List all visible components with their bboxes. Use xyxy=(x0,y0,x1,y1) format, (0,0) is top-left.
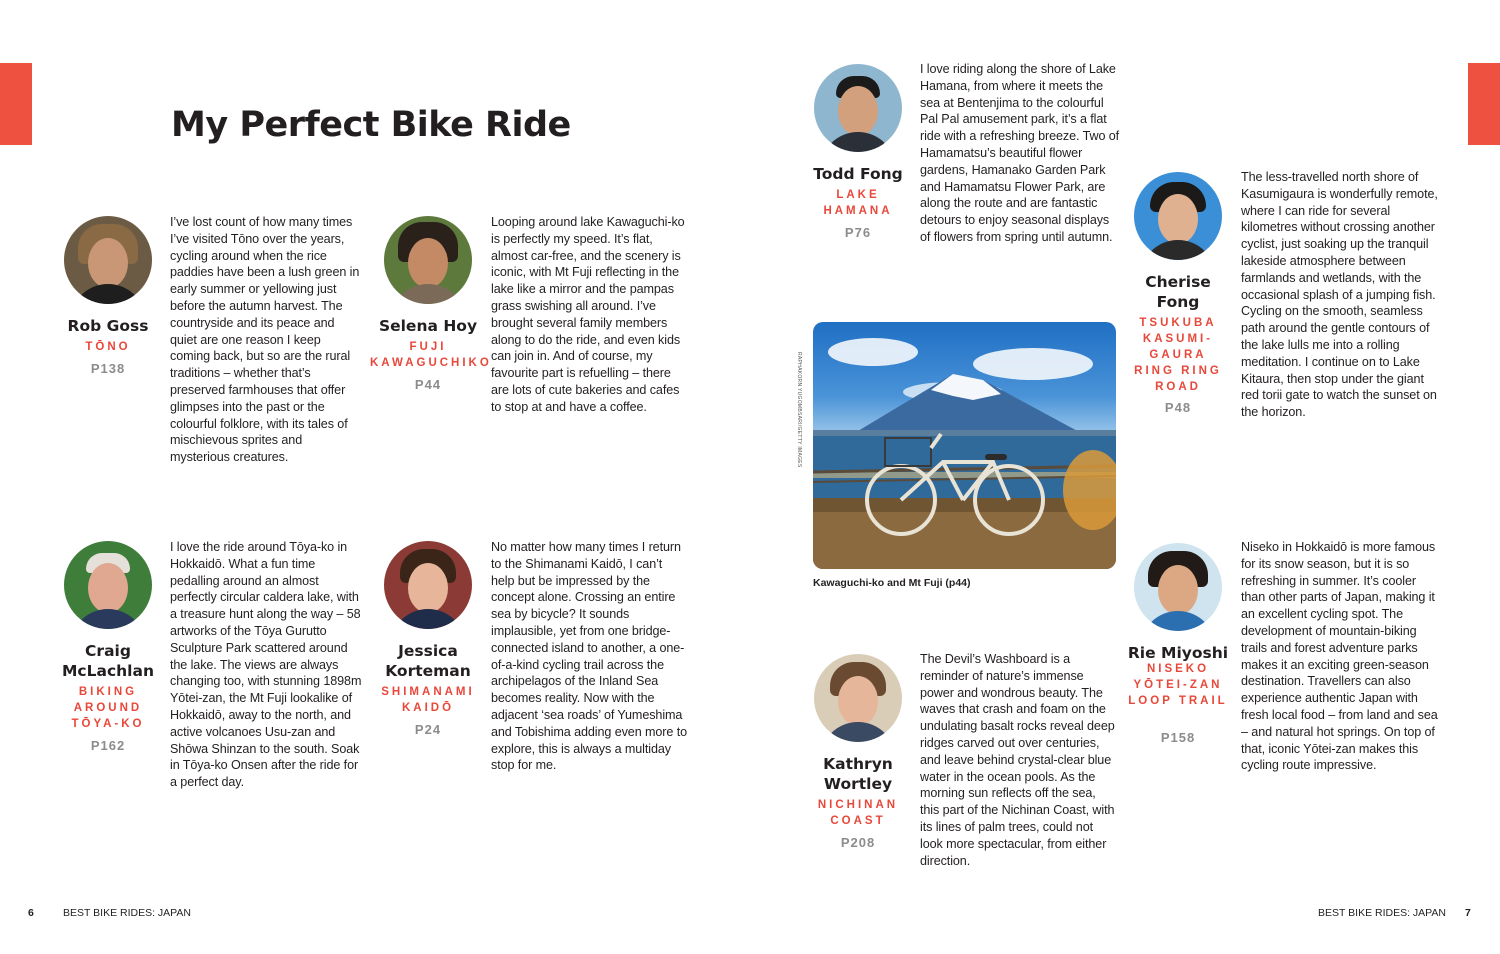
rider-quote: The less-travelled north shore of Kasumigaura is wonderfully remote, where I can ride for several kilometres without crossing another cyclist, just soaking up the tranquil lakeside atmosphere between farmlands and wetlands, with the occasional splash of a jumping fish. Cycling on the smooth, seamless path around the gentle contours of the lake lulls me into a rolling meditation. I continue on to Lake Kitaura, then stop under the giant red torii gate to watch the sunset on the horizon. xyxy=(1241,170,1438,420)
rider-name: Selena Hoy xyxy=(378,317,478,335)
rider-page-ref[interactable]: P76 xyxy=(844,225,872,240)
rider-location: BIKING AROUND TŌYA-KO xyxy=(71,686,145,730)
rider-location: TSUKUBA KASUMI-GAURA RING RING ROAD xyxy=(1134,317,1222,393)
rider-location: LAKE HAMANA xyxy=(823,189,893,217)
rider-page-ref[interactable]: P158 xyxy=(1160,730,1196,745)
page-title: My Perfect Bike Ride xyxy=(171,105,571,145)
rider-quote: No matter how many times I return to the Shimanami Kaidō, I can’t help but be impressed by the concept alone. Crossing an entire sea by bicycle? It sounds implausible, yet from one bridge-connected island to another, a one-of-a-kind cycling trail across the archipelagos of the Inland Sea becomes reality. Now with the adjacent ‘sea roads’ of Yumeshima and Tobishima adding even more to explore, this is always a multiday stop for me. xyxy=(491,540,687,773)
rider-page-ref[interactable]: P162 xyxy=(90,738,126,753)
page-edge-tab-right xyxy=(1468,63,1500,145)
rider-quote: Looping around lake Kawaguchi-ko is perfectly my speed. It’s flat, almost car-free, and the scenery is iconic, with Mt Fuji reflecting in the lake like a mirror and the pampas grass swishing all around. I’ve brought several family members along to do the ride, and even kids can join in. And of course, my favourite part is refuelling – there are lots of cute bakeries and cafes to stop at and have a coffee. xyxy=(491,215,685,414)
rider-location: SHIMANAMI KAIDŌ xyxy=(381,686,475,714)
kathryn-wortley-avatar xyxy=(814,654,902,742)
rider-page-ref[interactable]: P208 xyxy=(840,835,876,850)
running-footer-right: BEST BIKE RIDES: JAPAN xyxy=(1318,907,1446,919)
rider-page-ref[interactable]: P138 xyxy=(90,361,126,376)
page-number-right: 7 xyxy=(1465,907,1471,919)
rider-location: TŌNO xyxy=(85,341,131,353)
jessica-korteman-avatar xyxy=(384,541,472,629)
running-footer-left: BEST BIKE RIDES: JAPAN xyxy=(63,907,191,919)
mount-fuji-bicycle-illustration xyxy=(813,322,1116,569)
rie-miyoshi-avatar xyxy=(1134,543,1222,631)
photo-caption: Kawaguchi-ko and Mt Fuji (p44) xyxy=(813,577,971,589)
rider-page-ref[interactable]: P24 xyxy=(414,722,442,737)
rider-name: Rob Goss xyxy=(67,317,149,335)
rider-quote: I’ve lost count of how many times I’ve visited Tōno over the years, cycling around when the rice paddies have been a lush green in early summer or yellowing just before the autumn harvest. The countryside and its peace and quiet are one reason I keep coming back, but so are the rural traditions – whether that’s preserved farmhouses that offer glimpses into the past or the colourful folklore, with its tales of mischievous sprites and mysterious creatures. xyxy=(170,215,360,465)
rider-location: NISEKO YŌTEI-ZAN LOOP TRAIL xyxy=(1128,663,1228,707)
rider-location: NICHINAN COAST xyxy=(817,799,899,827)
rider-name: Cherise Fong xyxy=(1145,273,1211,311)
rider-quote: The Devil’s Washboard is a reminder of nature’s immense power and wondrous beauty. The waves that crash and foam on the undulating basalt rocks reveal deep ridges carved out over centuries, and leave behind crystal-clear blue water in the ocean pools. As the morning sun reflects off the sea, this part of the Nichinan Coast, with its lines of palm trees, could not look more spectacular, from either direction. xyxy=(920,652,1115,868)
rider-page-ref[interactable]: P48 xyxy=(1164,400,1192,415)
page-number-left: 6 xyxy=(28,907,34,919)
page-edge-tab-left xyxy=(0,63,32,145)
selena-hoy-avatar xyxy=(384,216,472,304)
craig-mclachlan-avatar xyxy=(64,541,152,629)
rob-goss-avatar xyxy=(64,216,152,304)
kawaguchiko-photo xyxy=(813,322,1116,569)
rider-name: Jessica Korteman xyxy=(385,642,471,680)
rider-quote: I love the ride around Tōya-ko in Hokkaidō. What a fun time pedalling around an almost perfectly circular caldera lake, with a treasure hunt along the way – 58 artworks of the Tōya Gurutto Sculpture Park scattered around the lake. The views are always changing too, with stunning 1898m Yōtei-zan, the Mt Fuji lookalike of Hokkaidō, away to the north, and active volcanoes Usu-zan and Shōwa Shinzan to the south. Soak in Tōya-ko Onsen after the ride for a perfect day. xyxy=(170,540,362,790)
rider-name: Kathryn Wortley xyxy=(823,755,893,793)
cherise-fong-avatar xyxy=(1134,172,1222,260)
rider-quote: I love riding along the shore of Lake Hamana, from where it meets the sea at Bentenjima to the colourful Pal Pal amusement park, it’s a flat ride with a refreshing breeze. Two of Hamamatsu’s beautiful flower gardens, Hamanako Garden Park and Hamamatsu Flower Park, are along the route and are fantastic detours to enjoy seasonal displays of flowers from spring until autumn. xyxy=(920,62,1120,244)
rider-name: Rie Miyoshi xyxy=(1127,644,1229,662)
todd-fong-avatar xyxy=(814,64,902,152)
rider-name: Todd Fong xyxy=(813,165,903,183)
rider-name: Craig McLachlan xyxy=(62,642,154,680)
rider-quote: Niseko in Hokkaidō is more famous for its snow season, but it is so refreshing in summer. It’s cooler than other parts of Japan, making it an excellent cycling spot. The development of mountain-biking trails and forest adventure parks makes it an exciting green-season destination. Travellers can also experience authentic Japan with fresh local food – from land and sea – and natural hot springs. On top of that, iconic Yōtei-zan makes this cycling route impressive. xyxy=(1241,540,1438,773)
rider-location: FUJI KAWAGUCHIKO xyxy=(370,341,492,369)
photo-credit: RAPHAKORN YUGOMBSARI/GETTY IMAGES xyxy=(796,352,802,468)
rider-page-ref[interactable]: P44 xyxy=(414,377,442,392)
